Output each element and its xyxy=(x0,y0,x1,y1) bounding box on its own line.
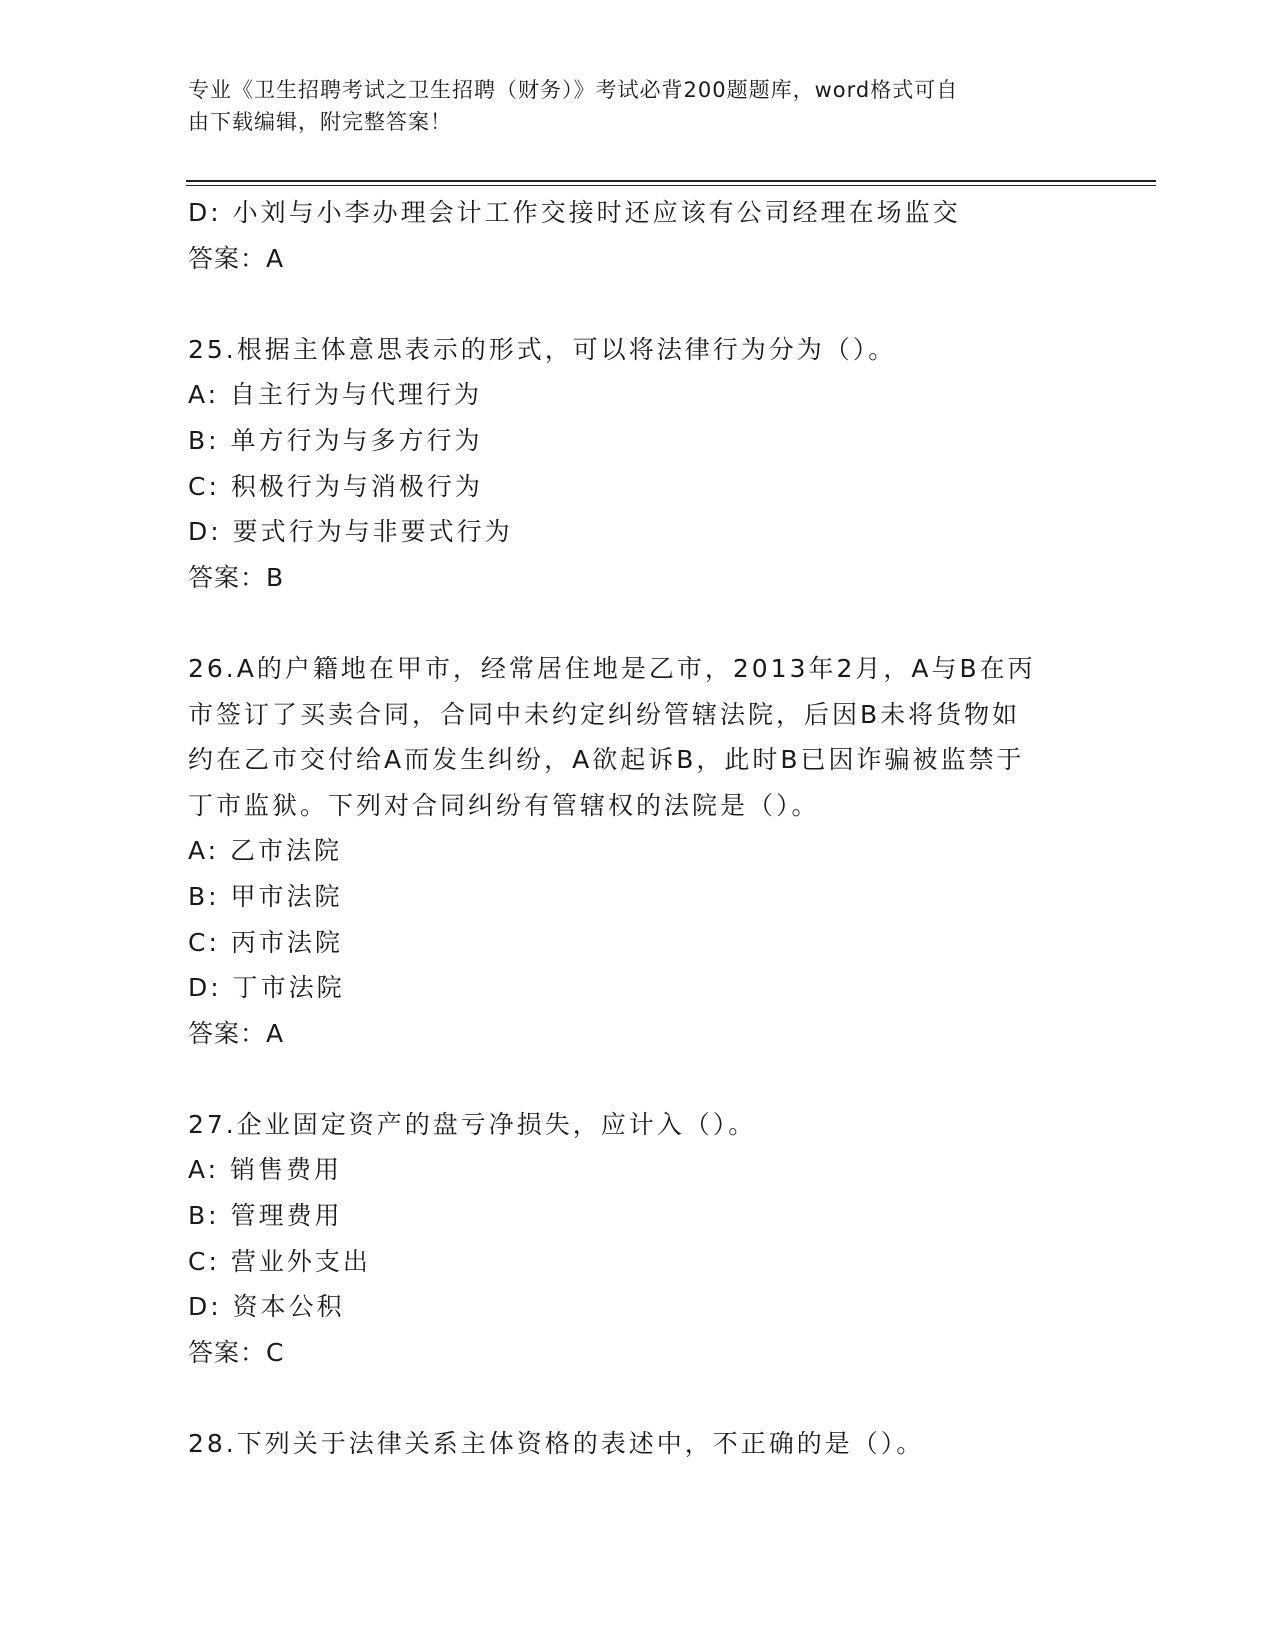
question-26 xyxy=(188,646,1088,1056)
option-c: C: 积极行为与消极行为 xyxy=(188,471,483,501)
header-line-1: 专业《卫生招聘考试之卫生招聘（财务）》考试必背200题题库，word格式可自 xyxy=(188,78,959,102)
question-25 xyxy=(188,327,1088,601)
header-divider-top xyxy=(186,180,1156,182)
option-d: D: 丁市法院 xyxy=(188,973,345,1003)
question-stem-line-3: 约在乙市交付给A而发生纠纷，A欲起诉B，此时B已因诈骗被监禁于 xyxy=(188,745,1025,775)
answer-line: 答案：C xyxy=(188,1337,285,1367)
previous-question-fragment xyxy=(188,190,1088,281)
question-28 xyxy=(188,1421,1088,1467)
question-stem: 25.根据主体意思表示的形式，可以将法律行为分为（）。 xyxy=(188,334,897,364)
answer-line: 答案：A xyxy=(188,243,285,273)
question-stem: 27.企业固定资产的盘亏净损失，应计入（）。 xyxy=(188,1109,757,1139)
option-a: A: 自主行为与代理行为 xyxy=(188,380,483,410)
document-header xyxy=(188,74,1068,138)
option-d: D: 资本公积 xyxy=(188,1292,345,1322)
option-b: B: 管理费用 xyxy=(188,1201,343,1231)
header-line-2: 由下载编辑，附完整答案！ xyxy=(188,110,452,134)
option-d: D: 要式行为与非要式行为 xyxy=(188,517,513,547)
question-stem-line-1: 26.A的户籍地在甲市，经常居住地是乙市，2013年2月，A与B在丙 xyxy=(188,653,1036,683)
option-c: C: 丙市法院 xyxy=(188,927,343,957)
question-stem: 28.下列关于法律关系主体资格的表述中，不正确的是（）。 xyxy=(188,1429,925,1459)
option-a: A: 销售费用 xyxy=(188,1155,343,1185)
header-divider-bottom xyxy=(186,185,1156,186)
question-stem-line-4: 丁市监狱。下列对合同纠纷有管辖权的法院是（）。 xyxy=(188,790,820,820)
question-list xyxy=(188,190,1088,1467)
option-a: A: 乙市法院 xyxy=(188,836,343,866)
question-stem-line-2: 市签订了买卖合同，合同中未约定纠纷管辖法院，后因B未将货物如 xyxy=(188,699,1021,729)
option-b: B: 单方行为与多方行为 xyxy=(188,425,483,455)
answer-line: 答案：B xyxy=(188,562,285,592)
option-c: C: 营业外支出 xyxy=(188,1246,371,1276)
option-b: B: 甲市法院 xyxy=(188,881,343,911)
option-d: D: 小刘与小李办理会计工作交接时还应该有公司经理在场监交 xyxy=(188,198,961,227)
question-27 xyxy=(188,1102,1088,1376)
answer-line: 答案：A xyxy=(188,1018,285,1048)
